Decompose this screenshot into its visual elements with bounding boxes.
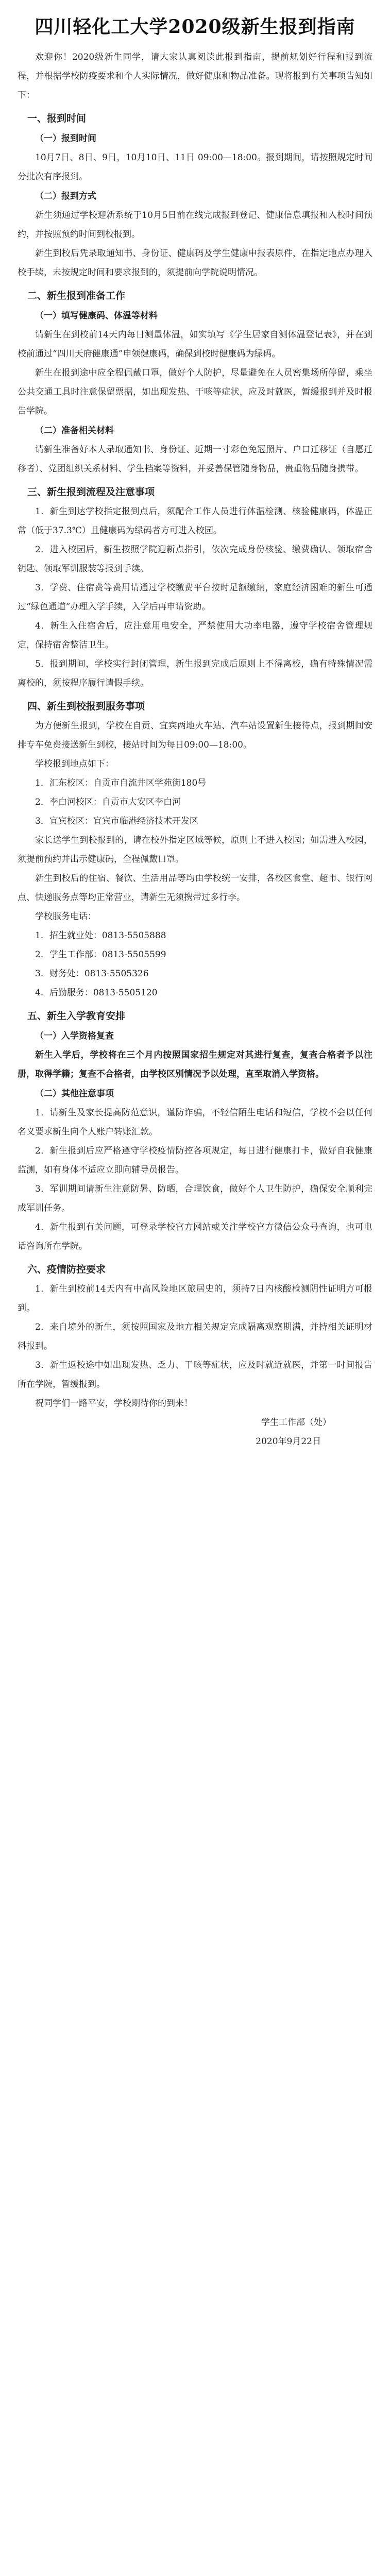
closing-line: 祝同学们一路平安，学校期待你的到来！ <box>35 1398 193 1409</box>
paragraph: 1．请新生及家长提高防范意识，谨防诈骗，不轻信陌生电话和短信，学校不会以任何名义要求新生向个人账户转账汇款。 <box>18 1108 372 1137</box>
phone-item: 3．财务处：0813-5505326 <box>35 969 149 979</box>
paragraph: 3．新生返校途中如出现发热、乏力、干咳等症状，应及时就近就医，并第一时间报告所在学院，暂缓报到。 <box>18 1360 372 1389</box>
subsection-heading: （一）填写健康码、体温等材料 <box>35 311 158 321</box>
paragraph: 新生到校后凭录取通知书、身份证、健康码及学生健康申报表原件，在指定地点办理入校手续，未按规定时间和要求报到的，须提前向学院说明情况。 <box>18 248 372 278</box>
paragraph: 2．来自境外的新生，须按照国家及地方相关规定完成隔离观察期满，并持相关证明材料报到。 <box>18 1322 372 1351</box>
intro-paragraph: 欢迎你！2020级新生同学，请大家认真阅读此报到指南，提前规划好行程和报到流程，并根据学校防疫要求和个人实际情况，做好健康和物品准备。现将报到有关事项告知如下： <box>18 52 372 100</box>
paragraph: 4．新生入住宿舍后，应注意用电安全，严禁使用大功率电器，遵守学校宿舍管理规定，保持宿舍整洁卫生。 <box>18 621 372 650</box>
subsection-heading: （一）报到时间 <box>35 133 96 144</box>
paragraph: 学校服务电话： <box>35 911 96 922</box>
phone-item: 4．后勤服务：0813-5505120 <box>35 988 158 998</box>
paragraph: 新生须通过学校迎新系统于10月5日前在线完成报到登记、健康信息填报和入校时间预约，并按照预约时间到校报到。 <box>18 210 372 240</box>
subsection-heading: （二）报到方式 <box>35 191 96 201</box>
paragraph: 请新生准备好本人录取通知书、身份证、近期一寸彩色免冠照片、户口迁移证（自愿迁移者）、党团组织关系材料、学生档案等资料，并妥善保管随身物品，贵重物品随身携带。 <box>18 445 372 474</box>
paragraph: 家长送学生到校报到的，请在校外指定区域等候，原则上不进入校园；如需进入校园，须提前预约并出示健康码，全程佩戴口罩。 <box>18 835 372 865</box>
paragraph: 3．军训期间请新生注意防暑、防晒，合理饮食，做好个人卫生防护，确保安全顺利完成军训任务。 <box>18 1184 372 1213</box>
paragraph: 4．新生报到有关问题，可登录学校官方网站或关注学校官方微信公众号查询，也可电话咨询所在学院。 <box>18 1222 372 1251</box>
paragraph: 新生在报到途中应全程佩戴口罩，做好个人防护，尽量避免在人员密集场所停留，乘坐公共交通工具时注意保留票据，如出现发热、干咳等症状，应及时就医，暂缓报到并及时报告学院。 <box>18 368 372 416</box>
notice-title: 四川轻化工大学2020级新生报到指南 <box>35 16 355 38</box>
signature-date: 2020年9月22日 <box>256 1436 321 1447</box>
paragraph: 请新生在到校前14天内每日测量体温，如实填写《学生居家自测体温登记表》，并在到校前通过“四川天府健康通”申领健康码，确保到校时健康码为绿码。 <box>18 330 372 359</box>
subsection-heading: （二）其他注意事项 <box>35 1089 114 1099</box>
subsection-heading: （一）入学资格复查 <box>35 1031 114 1041</box>
paragraph: 新生入学后，学校将在三个月内按照国家招生规定对其进行复查，复查合格者予以注册，取得学籍；复查不合格者，由学校区别情况予以处理，直至取消入学资格。 <box>18 1050 372 1079</box>
address-item: 2．李白河校区：自贡市大安区李白河 <box>35 797 181 807</box>
phone-item: 2．学生工作部：0813-5505599 <box>35 950 166 960</box>
address-item: 1．汇东校区：自贡市自流井区学苑街180号 <box>35 778 207 788</box>
paragraph: 1．新生到校前14天内有中高风险地区旅居史的，须持7日内核酸检测阴性证明方可报到。 <box>18 1284 372 1313</box>
section-heading: 六、疫情防控要求 <box>27 1264 106 1275</box>
section-heading: 一、报到时间 <box>27 113 87 124</box>
paragraph: 新生到校后的住宿、餐饮、生活用品等均由学校统一安排，各校区食堂、超市、银行网点、快递服务点等均正常营业，请新生无须携带过多行李。 <box>18 873 372 903</box>
paragraph: 3．学费、住宿费等费用请通过学校缴费平台按时足额缴纳，家庭经济困难的新生可通过“绿色通道”办理入学手续，入学后再申请资助。 <box>18 583 372 612</box>
address-item: 3．宜宾校区：宜宾市临港经济技术开发区 <box>35 816 198 826</box>
subsection-heading: （二）准备相关材料 <box>35 426 114 436</box>
signature-unit: 学生工作部（处） <box>261 1417 331 1428</box>
paragraph: 2．进入校园后，新生按照学院迎新点指引，依次完成身份核验、缴费确认、领取宿舍钥匙、领取军训服装等报到手续。 <box>18 545 372 574</box>
paragraph: 5．报到期间，学校实行封闭管理，新生报到完成后原则上不得离校，确有特殊情况需离校的，须按程序履行请假手续。 <box>18 659 372 688</box>
section-heading: 二、新生报到准备工作 <box>27 290 126 301</box>
paragraph: 为方便新生报到，学校在自贡、宜宾两地火车站、汽车站设置新生接待点，报到期间安排专车免费接送新生到校，接站时间为每日09:00—18:00。 <box>18 721 372 750</box>
notice-body <box>0 39 390 1451</box>
paragraph: 2．新生报到后应严格遵守学校疫情防控各项规定，每日进行健康打卡，做好自我健康监测，如有身体不适应立即向辅导员报告。 <box>18 1146 372 1175</box>
section-heading: 三、新生报到流程及注意事项 <box>27 486 155 498</box>
phone-item: 1．招生就业处：0813-5505888 <box>35 930 166 941</box>
paragraph: 10月7日、8日、9日，10月10日、11日 09:00—18:00。报到期间，请按照规定时间分批次有序报到。 <box>18 152 372 182</box>
section-heading: 五、新生入学教育安排 <box>27 1010 126 1022</box>
paragraph: 1．新生到达学校指定报到点后，须配合工作人员进行体温检测、核验健康码，体温正常（低于37.3℃）且健康码为绿码者方可进入校园。 <box>18 506 372 536</box>
paragraph: 学校报到地点如下： <box>35 759 114 769</box>
section-heading: 四、新生到校报到服务事项 <box>27 701 145 712</box>
